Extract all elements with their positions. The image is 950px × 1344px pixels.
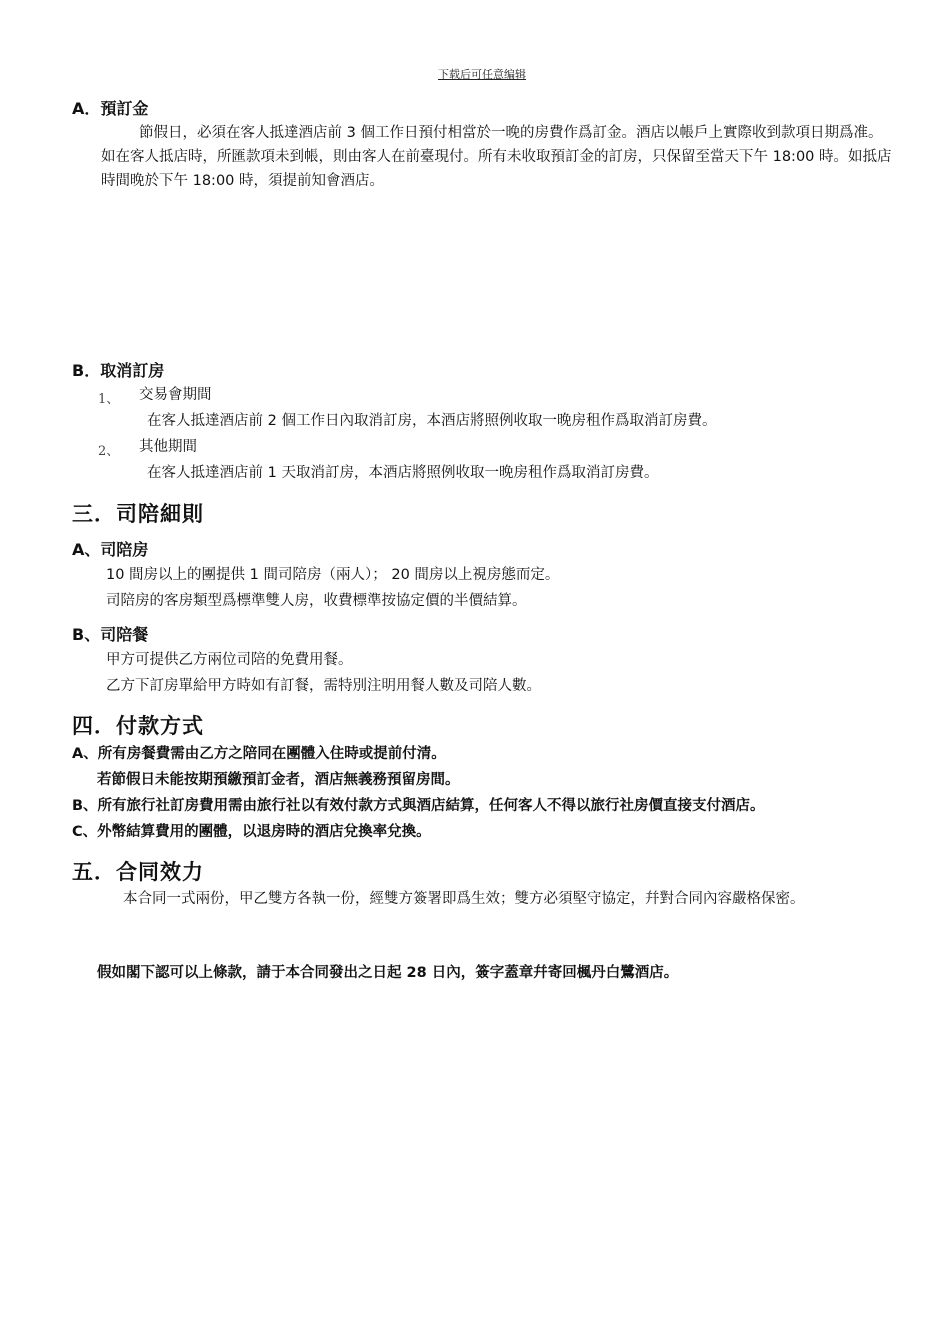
list-item-text: 在客人抵達酒店前 2 個工作日內取消訂房，本酒店將照例收取一晚房租作爲取消訂房費。 <box>147 413 717 429</box>
section-4-line: C、外幣結算費用的團體，以退房時的酒店兌換率兌換。 <box>72 824 431 840</box>
section-3b-title: B、司陪餐 <box>72 625 149 644</box>
section-a-title: A．預訂金 <box>72 99 149 118</box>
section-4-title: 四．付款方式 <box>72 714 204 738</box>
section-a-body: 節假日，必須在客人抵達酒店前 3 個工作日預付相當於一晚的房費作爲訂金。酒店以帳戶上實際收到款項日期爲准。如在客人抵店時，所匯款項未到帳，則由客人在前臺現付。所有未收取預訂金的訂房，只保留至當天下午 18:00 時。如抵店時間晚於下午 18:00 時，須提前知會酒店。 <box>101 125 892 189</box>
list-item-label: 交易會期間 <box>139 387 212 403</box>
section-5-body: 本合同一式兩份，甲乙雙方各執一份，經雙方簽署即爲生效；雙方必須堅守協定，幷對合同內容嚴格保密。 <box>123 891 805 907</box>
section-4-line: B、所有旅行社訂房費用需由旅行社以有效付款方式與酒店結算，任何客人不得以旅行社房價直接支付酒店。 <box>72 798 765 814</box>
section-3b-line: 乙方下訂房單給甲方時如有訂餐，需特別注明用餐人數及司陪人數。 <box>106 678 541 694</box>
list-item-text: 在客人抵達酒店前 1 天取消訂房，本酒店將照例收取一晚房租作爲取消訂房費。 <box>147 465 659 481</box>
section-3a-line: 10 間房以上的團提供 1 間司陪房（兩人）； 20 間房以上視房態而定。 <box>106 567 560 583</box>
download-note: 下载后可任意编辑 <box>438 68 526 81</box>
section-4-line: 若節假日未能按期預繳預訂金者，酒店無義務預留房間。 <box>97 772 460 788</box>
section-3a-line: 司陪房的客房類型爲標準雙人房，收費標準按協定價的半價結算。 <box>106 593 527 609</box>
section-3a-title: A、司陪房 <box>72 540 149 559</box>
section-3-title: 三．司陪細則 <box>72 502 204 526</box>
section-4-line: A、所有房餐費需由乙方之陪同在團體入住時或提前付清。 <box>72 746 446 762</box>
closing-statement: 假如閣下認可以上條款，請于本合同發出之日起 28 日內，簽字蓋章幷寄回楓丹白鷺酒店。 <box>97 965 679 981</box>
section-b-title: B．取消訂房 <box>72 361 165 380</box>
section-5-title: 五．合同效力 <box>72 860 204 884</box>
list-item-number: 2、 <box>98 444 120 459</box>
list-item-number: 1、 <box>98 392 120 407</box>
list-item-label: 其他期間 <box>139 439 197 455</box>
section-3b-line: 甲方可提供乙方兩位司陪的免費用餐。 <box>106 652 353 668</box>
